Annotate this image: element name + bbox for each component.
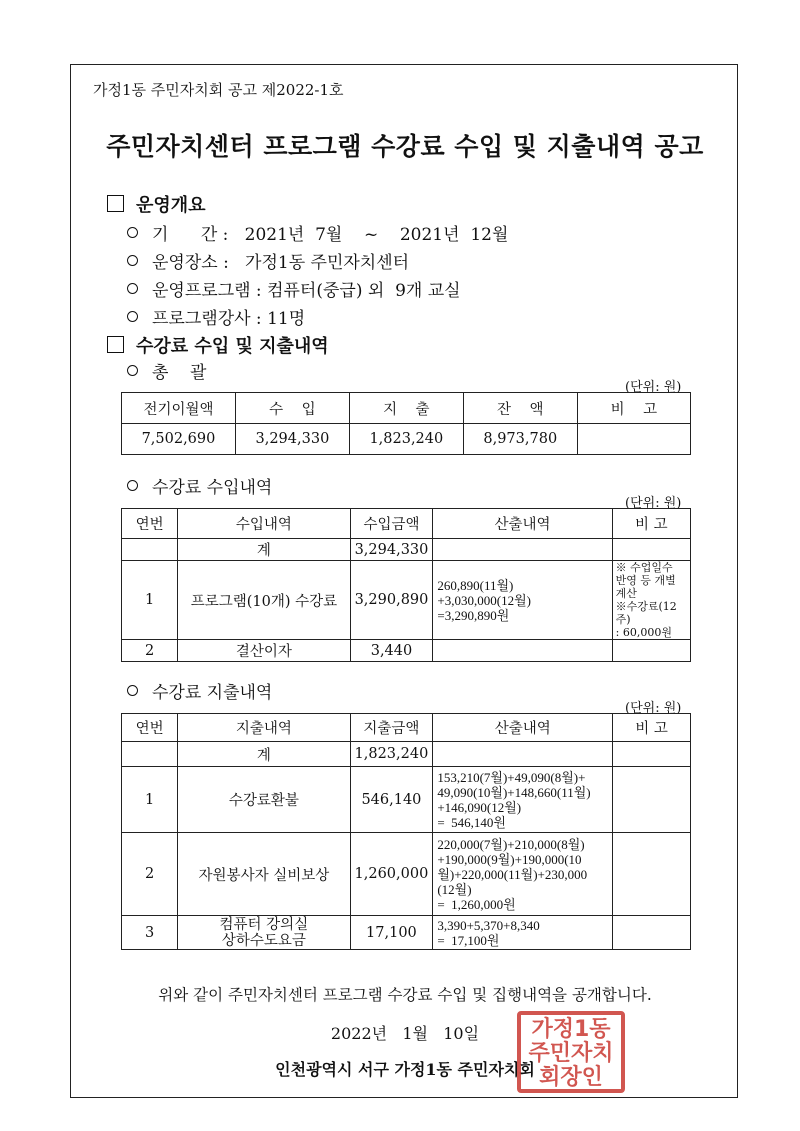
checkbox-icon	[107, 336, 124, 353]
expense-header: 지출금액	[350, 714, 433, 742]
circle-bullet-icon	[127, 255, 138, 266]
overview-instructors: 프로그램강사 : 11명	[127, 304, 305, 329]
notice-page	[70, 64, 738, 1098]
calc-cell: 153,210(7월)+49,090(8월)+ 49,090(10월)+148,660(11월) +146,090(12월) = 546,140원	[433, 767, 613, 833]
income-subheading: 수강료 수입내역	[127, 473, 272, 498]
circle-bullet-icon	[127, 227, 138, 238]
expense-subheading: 수강료 지출내역	[127, 678, 272, 703]
note-cell: ※ 수업일수 반영 등 개별 계산 ※수강료(12주) : 60,000원	[612, 561, 690, 640]
calc-cell: 3,390+5,370+8,340 = 17,100원	[433, 916, 613, 950]
summary-header: 전기이월액	[122, 393, 236, 424]
circle-bullet-icon	[127, 685, 138, 696]
summary-header: 잔 액	[463, 393, 577, 424]
income-header: 연번	[122, 509, 178, 539]
circle-bullet-icon	[127, 480, 138, 491]
expense-header: 연번	[122, 714, 178, 742]
summary-header: 지 출	[349, 393, 463, 424]
fees-heading: 수강료 수입 및 지출내역	[107, 332, 329, 358]
expense-table	[121, 713, 691, 950]
notice-date: 2022년 1월 10일	[330, 1024, 480, 1043]
circle-bullet-icon	[127, 365, 138, 376]
summary-cell: 7,502,690	[122, 424, 236, 455]
summary-table	[121, 392, 691, 455]
income-unit: (단위: 원)	[625, 496, 682, 511]
summary-header: 수 입	[235, 393, 349, 424]
overview-period: 기 간 : 2021년 7월 ~ 2021년 12월	[127, 220, 508, 245]
page-title: 주민자치센터 프로그램 수강료 수입 및 지출내역 공고	[106, 132, 704, 161]
expense-header: 지출내역	[178, 714, 350, 742]
table-row: 3 컴퓨터 강의실 상하수도요금 17,100 3,390+5,370+8,340 = 17,100원	[122, 916, 691, 950]
summary-cell	[577, 424, 690, 455]
expense-header: 산출내역	[433, 714, 613, 742]
income-header: 수입금액	[350, 509, 433, 539]
income-header: 비 고	[612, 509, 690, 539]
income-header: 산출내역	[433, 509, 612, 539]
expense-total-amount: 1,823,240	[350, 742, 433, 767]
circle-bullet-icon	[127, 283, 138, 294]
income-table	[121, 508, 691, 662]
summary-header: 비 고	[577, 393, 690, 424]
table-row: 1 수강료환불 546,140 153,210(7월)+49,090(8월)+ 49,090(10월)+148,660(11월) +146,090(12월) = 546,140원	[122, 767, 691, 833]
calc-cell: 260,890(11월) +3,030,000(12월) =3,290,890원	[433, 561, 612, 640]
income-header: 수입내역	[178, 509, 350, 539]
table-row: 2 결산이자 3,440	[122, 640, 691, 662]
expense-unit: (단위: 원)	[625, 701, 682, 716]
calc-cell: 220,000(7월)+210,000(8월) +190,000(9월)+190,000(10 월)+220,000(11월)+230,000 (12월) = 1,260,000원	[433, 833, 613, 916]
summary-subheading: 총 괄	[127, 358, 206, 383]
closing-statement: 위와 같이 주민자치센터 프로그램 수강료 수입 및 집행내역을 공개합니다.	[158, 986, 652, 1004]
checkbox-icon	[107, 195, 124, 212]
income-total-label: 계	[178, 539, 350, 561]
income-total-amount: 3,294,330	[350, 539, 433, 561]
summary-unit: (단위: 원)	[625, 380, 682, 395]
overview-heading: 운영개요	[107, 191, 206, 217]
expense-header: 비 고	[613, 714, 691, 742]
table-row: 2 자원봉사자 실비보상 1,260,000 220,000(7월)+210,000(8월) +190,000(9월)+190,000(10 월)+220,000(11월)+230,000 (12월) = 1,260,000원	[122, 833, 691, 916]
expense-total-label: 계	[178, 742, 350, 767]
signature: 인천광역시 서구 가정1동 주민자치회	[275, 1060, 535, 1079]
summary-cell: 8,973,780	[463, 424, 577, 455]
official-seal: 가정1동 주민자치 회장인	[517, 1011, 625, 1093]
circle-bullet-icon	[127, 311, 138, 322]
notice-number: 가정1동 주민자치회 공고 제2022-1호	[93, 81, 344, 99]
summary-cell: 1,823,240	[349, 424, 463, 455]
overview-location: 운영장소 : 가정1동 주민자치센터	[127, 248, 409, 273]
overview-programs: 운영프로그램 : 컴퓨터(중급) 외 9개 교실	[127, 276, 461, 301]
summary-cell: 3,294,330	[235, 424, 349, 455]
table-row: 1 프로그램(10개) 수강료 3,290,890 260,890(11월) +3,030,000(12월) =3,290,890원 ※ 수업일수 반영 등 개별 계산 ※수강료(12주) : 60,000원	[122, 561, 691, 640]
